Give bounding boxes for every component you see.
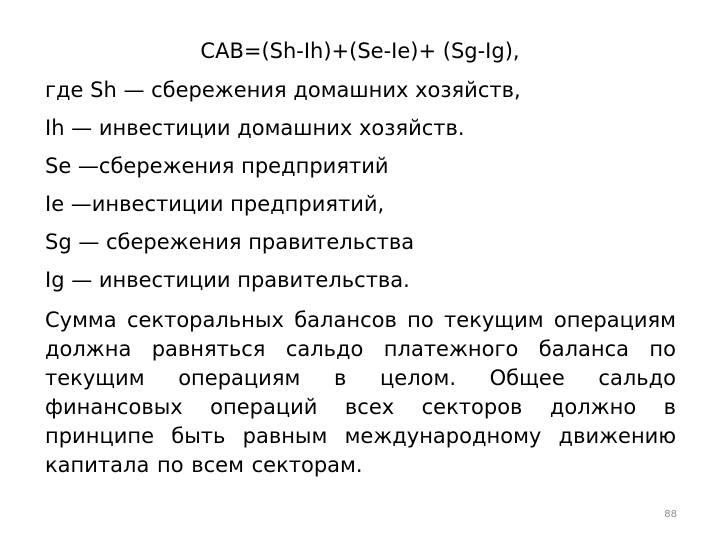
definition-government-savings: Sg — сбережения правительства bbox=[45, 230, 415, 254]
cab-formula: CAB=(Sh-Ih)+(Se-Ie)+ (Sg-Ig), bbox=[200, 39, 520, 63]
definition-household-investment: Ih — инвестиции домашних хозяйств. bbox=[45, 116, 465, 140]
definition-enterprise-investment: Ie —инвестиции предприятий, bbox=[45, 192, 385, 216]
definition-household-savings: где Sh — сбережения домашних хозяйств, bbox=[45, 78, 521, 102]
page-number: 88 bbox=[664, 509, 677, 520]
sector-balance-paragraph: Сумма секторальных балансов по текущим операциям должна равняться сальдо платежного баланса по текущим операциям в целом. Общее сальдо финансовых операций всех секторов должно в принципе быть равным международному движению капитала по всем секторам. bbox=[45, 308, 676, 477]
definition-government-investment: Ig — инвестиции правительства. bbox=[45, 268, 410, 292]
definition-enterprise-savings: Se —сбережения предприятий bbox=[45, 154, 389, 178]
definitions-list bbox=[45, 77, 685, 305]
